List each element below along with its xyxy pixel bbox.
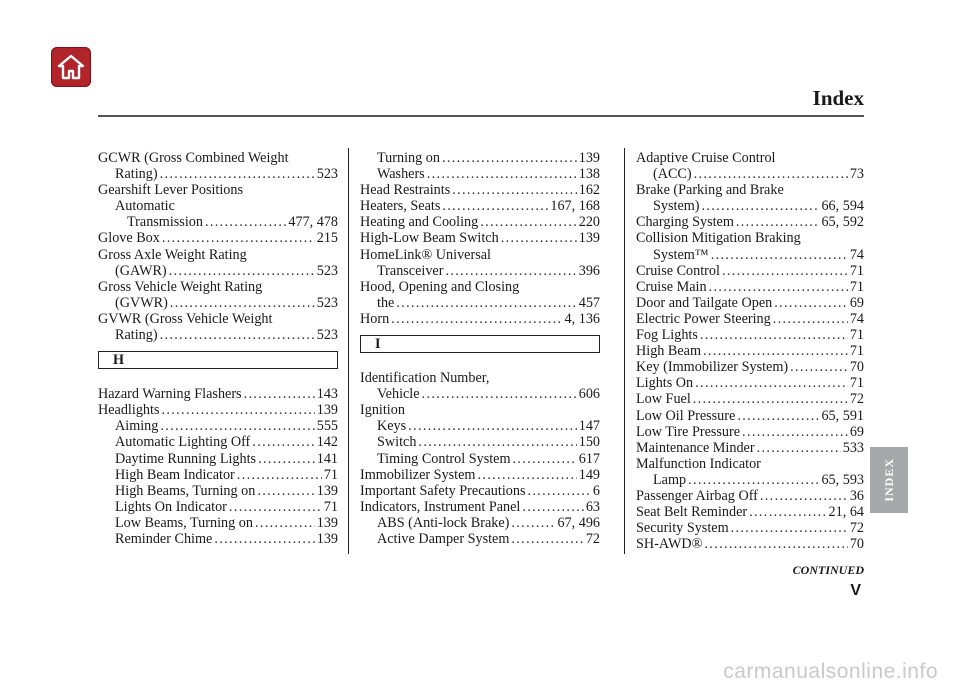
leader-dots: [688, 472, 819, 488]
entry-term: Hazard Warning Flashers: [98, 386, 242, 403]
leader-dots: [722, 263, 848, 279]
page-reference[interactable]: 139: [316, 514, 338, 531]
leader-dots: [229, 499, 322, 515]
index-entry[interactable]: [360, 531, 600, 547]
entry-term: Fog Lights: [636, 327, 698, 344]
leader-dots: [511, 531, 583, 547]
page-reference[interactable]: 147: [578, 418, 600, 435]
index-entry[interactable]: [636, 263, 864, 279]
index-entry[interactable]: [360, 182, 600, 198]
entry-term: Transmission: [127, 214, 203, 231]
entry-term: SH-AWD®: [636, 536, 703, 553]
index-heading: [636, 230, 864, 246]
leader-dots: [527, 483, 590, 499]
index-heading: [360, 370, 600, 386]
index-heading: [98, 150, 338, 166]
index-entry[interactable]: [636, 504, 864, 520]
entry-term: Heaters, Seats: [360, 198, 441, 215]
page-reference[interactable]: 66, 594: [821, 198, 864, 215]
column-divider: [348, 148, 349, 554]
entry-term: Head Restraints: [360, 182, 451, 199]
entry-term: (GAWR): [115, 262, 167, 279]
entry-term: (ACC): [653, 166, 692, 183]
leader-dots: [252, 434, 314, 450]
leader-dots: [408, 418, 577, 434]
leader-dots: [511, 515, 555, 531]
page-reference[interactable]: 523: [316, 294, 338, 311]
leader-dots: [737, 408, 819, 424]
index-heading: [360, 279, 600, 295]
page-reference[interactable]: 6: [592, 482, 600, 499]
index-entry[interactable]: [360, 230, 600, 246]
entry-term: Cruise Control: [636, 262, 720, 279]
index-heading: [98, 311, 338, 327]
index-entry[interactable]: [636, 472, 864, 488]
index-entry[interactable]: [360, 150, 600, 166]
leader-dots: [214, 531, 314, 547]
leader-dots: [169, 263, 315, 279]
entry-term: Gross Vehicle Weight Rating: [98, 278, 263, 295]
index-entry[interactable]: [98, 263, 338, 279]
leader-dots: [160, 418, 314, 434]
page-title: Index: [812, 86, 864, 110]
section-header: I: [360, 335, 600, 353]
entry-term: Heating and Cooling: [360, 214, 479, 231]
page-reference[interactable]: 71: [323, 466, 338, 483]
entry-term: Lights On: [636, 375, 694, 392]
page-reference[interactable]: 71: [849, 278, 864, 295]
entry-term: System): [653, 198, 700, 215]
index-heading: [360, 402, 600, 418]
leader-dots: [693, 391, 848, 407]
entry-term: Important Safety Precautions: [360, 482, 526, 499]
leader-dots: [774, 295, 848, 311]
page-reference[interactable]: 150: [578, 434, 600, 451]
page-reference[interactable]: 139: [578, 230, 600, 247]
page-reference[interactable]: 477, 478: [288, 214, 338, 231]
leader-dots: [773, 311, 848, 327]
leader-dots: [742, 424, 848, 440]
entry-term: Automatic: [115, 198, 175, 215]
page-reference[interactable]: 71: [849, 343, 864, 360]
index-heading: [636, 150, 864, 166]
index-entry[interactable]: [360, 214, 600, 230]
entry-term: Electric Power Steering: [636, 310, 771, 327]
page-reference[interactable]: 74: [849, 310, 864, 327]
index-entry[interactable]: [636, 247, 864, 263]
page-reference[interactable]: 4, 136: [564, 310, 600, 327]
entry-term: Gearshift Lever Positions: [98, 182, 243, 199]
leader-dots: [704, 536, 847, 552]
entry-term: Ignition: [360, 402, 405, 419]
leader-dots: [501, 230, 577, 246]
entry-term: Glove Box: [98, 230, 160, 247]
leader-dots: [452, 182, 576, 198]
entry-term: ABS (Anti-lock Brake): [377, 514, 510, 531]
entry-term: Gross Axle Weight Rating: [98, 246, 247, 263]
index-heading: [636, 456, 864, 472]
leader-dots: [522, 499, 583, 515]
page-reference[interactable]: 139: [316, 402, 338, 419]
home-button[interactable]: [51, 47, 91, 87]
index-heading: [98, 247, 338, 263]
index-heading: [98, 182, 338, 198]
page-reference[interactable]: 70: [849, 536, 864, 553]
page-reference[interactable]: 71: [849, 375, 864, 392]
entry-term: High-Low Beam Switch: [360, 230, 499, 247]
entry-term: Low Beams, Turning on: [115, 514, 253, 531]
index-heading: [98, 279, 338, 295]
page-reference[interactable]: 69: [849, 294, 864, 311]
index-entry[interactable]: [636, 343, 864, 359]
page-reference[interactable]: 167, 168: [550, 198, 600, 215]
entry-term: Reminder Chime: [115, 530, 213, 547]
header-divider: [98, 115, 864, 117]
entry-term: Keys: [377, 418, 407, 435]
page-reference[interactable]: 142: [316, 434, 338, 451]
index-entry[interactable]: [98, 531, 338, 547]
index-heading: [360, 247, 600, 263]
page-reference[interactable]: 63: [585, 498, 600, 515]
entry-term: Vehicle: [377, 386, 420, 403]
page-reference[interactable]: 65, 592: [821, 214, 864, 231]
entry-term: Automatic Lighting Off: [115, 434, 251, 451]
leader-dots: [711, 247, 848, 263]
index-entry[interactable]: [98, 483, 338, 499]
page-reference[interactable]: 73: [849, 166, 864, 183]
leader-dots: [757, 440, 841, 456]
page-reference[interactable]: 139: [316, 530, 338, 547]
entry-term: Malfunction Indicator: [636, 455, 761, 472]
index-entry[interactable]: [636, 327, 864, 343]
page-reference[interactable]: 72: [849, 520, 864, 537]
page-reference[interactable]: 65, 593: [821, 471, 864, 488]
entry-term: Headlights: [98, 402, 160, 419]
index-entry[interactable]: [636, 214, 864, 230]
index-entry[interactable]: [98, 499, 338, 515]
leader-dots: [391, 311, 562, 327]
leader-dots: [205, 214, 286, 230]
index-entry[interactable]: [98, 402, 338, 418]
leader-dots: [477, 467, 576, 483]
entry-term: Horn: [360, 310, 390, 327]
entry-term: Adaptive Cruise Control: [636, 150, 776, 166]
page-reference[interactable]: 139: [316, 482, 338, 499]
entry-term: Low Fuel: [636, 391, 691, 408]
index-column-2: [360, 150, 600, 547]
page-reference[interactable]: 141: [316, 450, 338, 467]
leader-dots: [442, 150, 577, 166]
entry-term: Low Oil Pressure: [636, 407, 736, 424]
page-reference[interactable]: 143: [316, 386, 338, 403]
leader-dots: [255, 515, 315, 531]
page-reference[interactable]: 72: [849, 391, 864, 408]
leader-dots: [427, 166, 577, 182]
index-side-tab[interactable]: [870, 447, 908, 513]
page-reference[interactable]: 71: [849, 327, 864, 344]
entry-term: Immobilizer System: [360, 466, 476, 483]
entry-term: Brake (Parking and Brake: [636, 182, 784, 199]
page-reference[interactable]: 215: [316, 230, 338, 247]
leader-dots: [445, 263, 576, 279]
page-reference[interactable]: 138: [578, 166, 600, 183]
leader-dots: [513, 451, 577, 467]
section-header: H: [98, 351, 338, 369]
index-entry[interactable]: [360, 166, 600, 182]
entry-term: Identification Number,: [360, 370, 490, 387]
page-reference[interactable]: 555: [316, 418, 338, 435]
index-entry[interactable]: [360, 515, 600, 531]
index-entry[interactable]: [98, 418, 338, 434]
leader-dots: [442, 198, 548, 214]
index-entry[interactable]: [636, 359, 864, 375]
entry-term: High Beam Indicator: [115, 466, 235, 483]
index-heading: [636, 182, 864, 198]
index-entry[interactable]: [98, 467, 338, 483]
page-reference[interactable]: 533: [842, 439, 864, 456]
index-entry[interactable]: [636, 279, 864, 295]
entry-term: Timing Control System: [377, 450, 511, 467]
page-reference[interactable]: 396: [578, 262, 600, 279]
leader-dots: [161, 402, 314, 418]
leader-dots: [790, 359, 848, 375]
entry-term: the: [377, 294, 395, 311]
entry-term: System™: [653, 246, 709, 263]
leader-dots: [237, 467, 322, 483]
index-entry[interactable]: [98, 451, 338, 467]
entry-term: Active Damper System: [377, 530, 510, 547]
entry-term: Daytime Running Lights: [115, 450, 257, 467]
index-entry[interactable]: [636, 375, 864, 391]
leader-dots: [244, 386, 315, 402]
entry-term: Rating): [115, 327, 158, 344]
page-reference[interactable]: 617: [578, 450, 600, 467]
page-reference[interactable]: 71: [849, 262, 864, 279]
index-entry[interactable]: [636, 295, 864, 311]
page-reference[interactable]: 71: [323, 498, 338, 515]
index-entry[interactable]: [360, 198, 600, 214]
index-entry[interactable]: [360, 483, 600, 499]
entry-term: Hood, Opening and Closing: [360, 278, 520, 295]
leader-dots: [160, 166, 315, 182]
side-tab-label: INDEX: [881, 458, 896, 502]
entry-term: (GVWR): [115, 294, 168, 311]
entry-term: Transceiver: [377, 262, 444, 279]
leader-dots: [694, 166, 848, 182]
index-entry[interactable]: [98, 214, 338, 230]
page-reference[interactable]: 139: [578, 150, 600, 166]
leader-dots: [702, 198, 820, 214]
entry-term: Indicators, Instrument Panel: [360, 498, 521, 515]
index-entry[interactable]: [98, 434, 338, 450]
page-reference[interactable]: 69: [849, 423, 864, 440]
entry-term: Cruise Main: [636, 278, 707, 295]
column-divider: [624, 148, 625, 554]
page-reference[interactable]: 523: [316, 262, 338, 279]
page-reference[interactable]: 220: [578, 214, 600, 231]
index-entry[interactable]: [360, 418, 600, 434]
index-entry[interactable]: [636, 198, 864, 214]
entry-term: Lights On Indicator: [115, 498, 227, 515]
page-reference[interactable]: 70: [849, 359, 864, 376]
entry-term: Security System: [636, 520, 729, 537]
entry-term: Charging System: [636, 214, 734, 231]
entry-term: Key (Immobilizer System): [636, 359, 789, 376]
page-reference[interactable]: 21, 64: [828, 504, 864, 521]
entry-term: Collision Mitigation Braking: [636, 230, 801, 247]
index-entry[interactable]: [636, 391, 864, 407]
index-entry[interactable]: [636, 488, 864, 504]
leader-dots: [695, 375, 848, 391]
index-entry[interactable]: [636, 166, 864, 182]
leader-dots: [418, 434, 576, 450]
index-entry[interactable]: [360, 467, 600, 483]
index-entry[interactable]: [360, 499, 600, 515]
index-entry[interactable]: [98, 386, 338, 402]
index-entry[interactable]: [360, 263, 600, 279]
entry-term: HomeLink® Universal: [360, 246, 491, 263]
leader-dots: [257, 483, 314, 499]
continued-label: CONTINUED: [792, 563, 864, 577]
leader-dots: [709, 279, 848, 295]
leader-dots: [760, 488, 848, 504]
page-reference[interactable]: 606: [578, 386, 600, 403]
leader-dots: [162, 230, 315, 246]
page-reference[interactable]: 149: [578, 466, 600, 483]
page-reference[interactable]: 162: [578, 182, 600, 199]
index-entry[interactable]: [360, 295, 600, 311]
entry-term: Lamp: [653, 471, 687, 488]
page-reference[interactable]: 457: [578, 294, 600, 311]
leader-dots: [480, 214, 577, 230]
entry-term: Switch: [377, 434, 417, 451]
index-heading: [98, 198, 338, 214]
entry-term: Maintenance Minder: [636, 439, 755, 456]
index-entry[interactable]: [98, 327, 338, 343]
entry-term: Washers: [377, 166, 425, 183]
entry-term: High Beam: [636, 343, 702, 360]
leader-dots: [258, 451, 315, 467]
leader-dots: [396, 295, 576, 311]
entry-term: Low Tire Pressure: [636, 423, 741, 440]
index-entry[interactable]: [360, 451, 600, 467]
entry-term: Passenger Airbag Off: [636, 487, 758, 504]
page-reference[interactable]: 36: [849, 487, 864, 504]
leader-dots: [170, 295, 315, 311]
leader-dots: [731, 520, 848, 536]
leader-dots: [422, 386, 577, 402]
leader-dots: [736, 214, 820, 230]
leader-dots: [749, 504, 826, 520]
index-entry[interactable]: [636, 536, 864, 552]
index-entry[interactable]: [98, 295, 338, 311]
page-reference[interactable]: 523: [316, 166, 338, 183]
index-entry[interactable]: [360, 311, 600, 327]
index-entry[interactable]: [360, 434, 600, 450]
page-reference[interactable]: 67, 496: [557, 514, 600, 531]
entry-term: Rating): [115, 166, 158, 183]
home-icon: [56, 53, 86, 81]
entry-term: Turning on: [377, 150, 440, 166]
index-entry[interactable]: [98, 515, 338, 531]
entry-term: Seat Belt Reminder: [636, 504, 748, 521]
leader-dots: [700, 327, 848, 343]
index-entry[interactable]: [636, 311, 864, 327]
leader-dots: [703, 343, 848, 359]
page-reference[interactable]: 72: [585, 530, 600, 547]
entry-term: Aiming: [115, 418, 159, 435]
page-reference[interactable]: 65, 591: [821, 407, 864, 424]
index-entry[interactable]: [98, 166, 338, 182]
entry-term: GCWR (Gross Combined Weight: [98, 150, 289, 166]
entry-term: Door and Tailgate Open: [636, 294, 773, 311]
entry-term: GVWR (Gross Vehicle Weight: [98, 310, 273, 327]
index-column-1: [98, 150, 338, 547]
watermark: carmanualsonline.info: [723, 660, 938, 683]
index-column-3: [636, 150, 864, 552]
index-entry[interactable]: [636, 408, 864, 424]
index-entry[interactable]: [636, 440, 864, 456]
page-reference[interactable]: 74: [849, 246, 864, 263]
page-reference[interactable]: 523: [316, 327, 338, 344]
index-entry[interactable]: [636, 424, 864, 440]
entry-term: High Beams, Turning on: [115, 482, 256, 499]
index-entry[interactable]: [636, 520, 864, 536]
page-number: V: [850, 582, 861, 599]
index-entry[interactable]: [98, 230, 338, 246]
leader-dots: [160, 327, 315, 343]
index-entry[interactable]: [360, 386, 600, 402]
